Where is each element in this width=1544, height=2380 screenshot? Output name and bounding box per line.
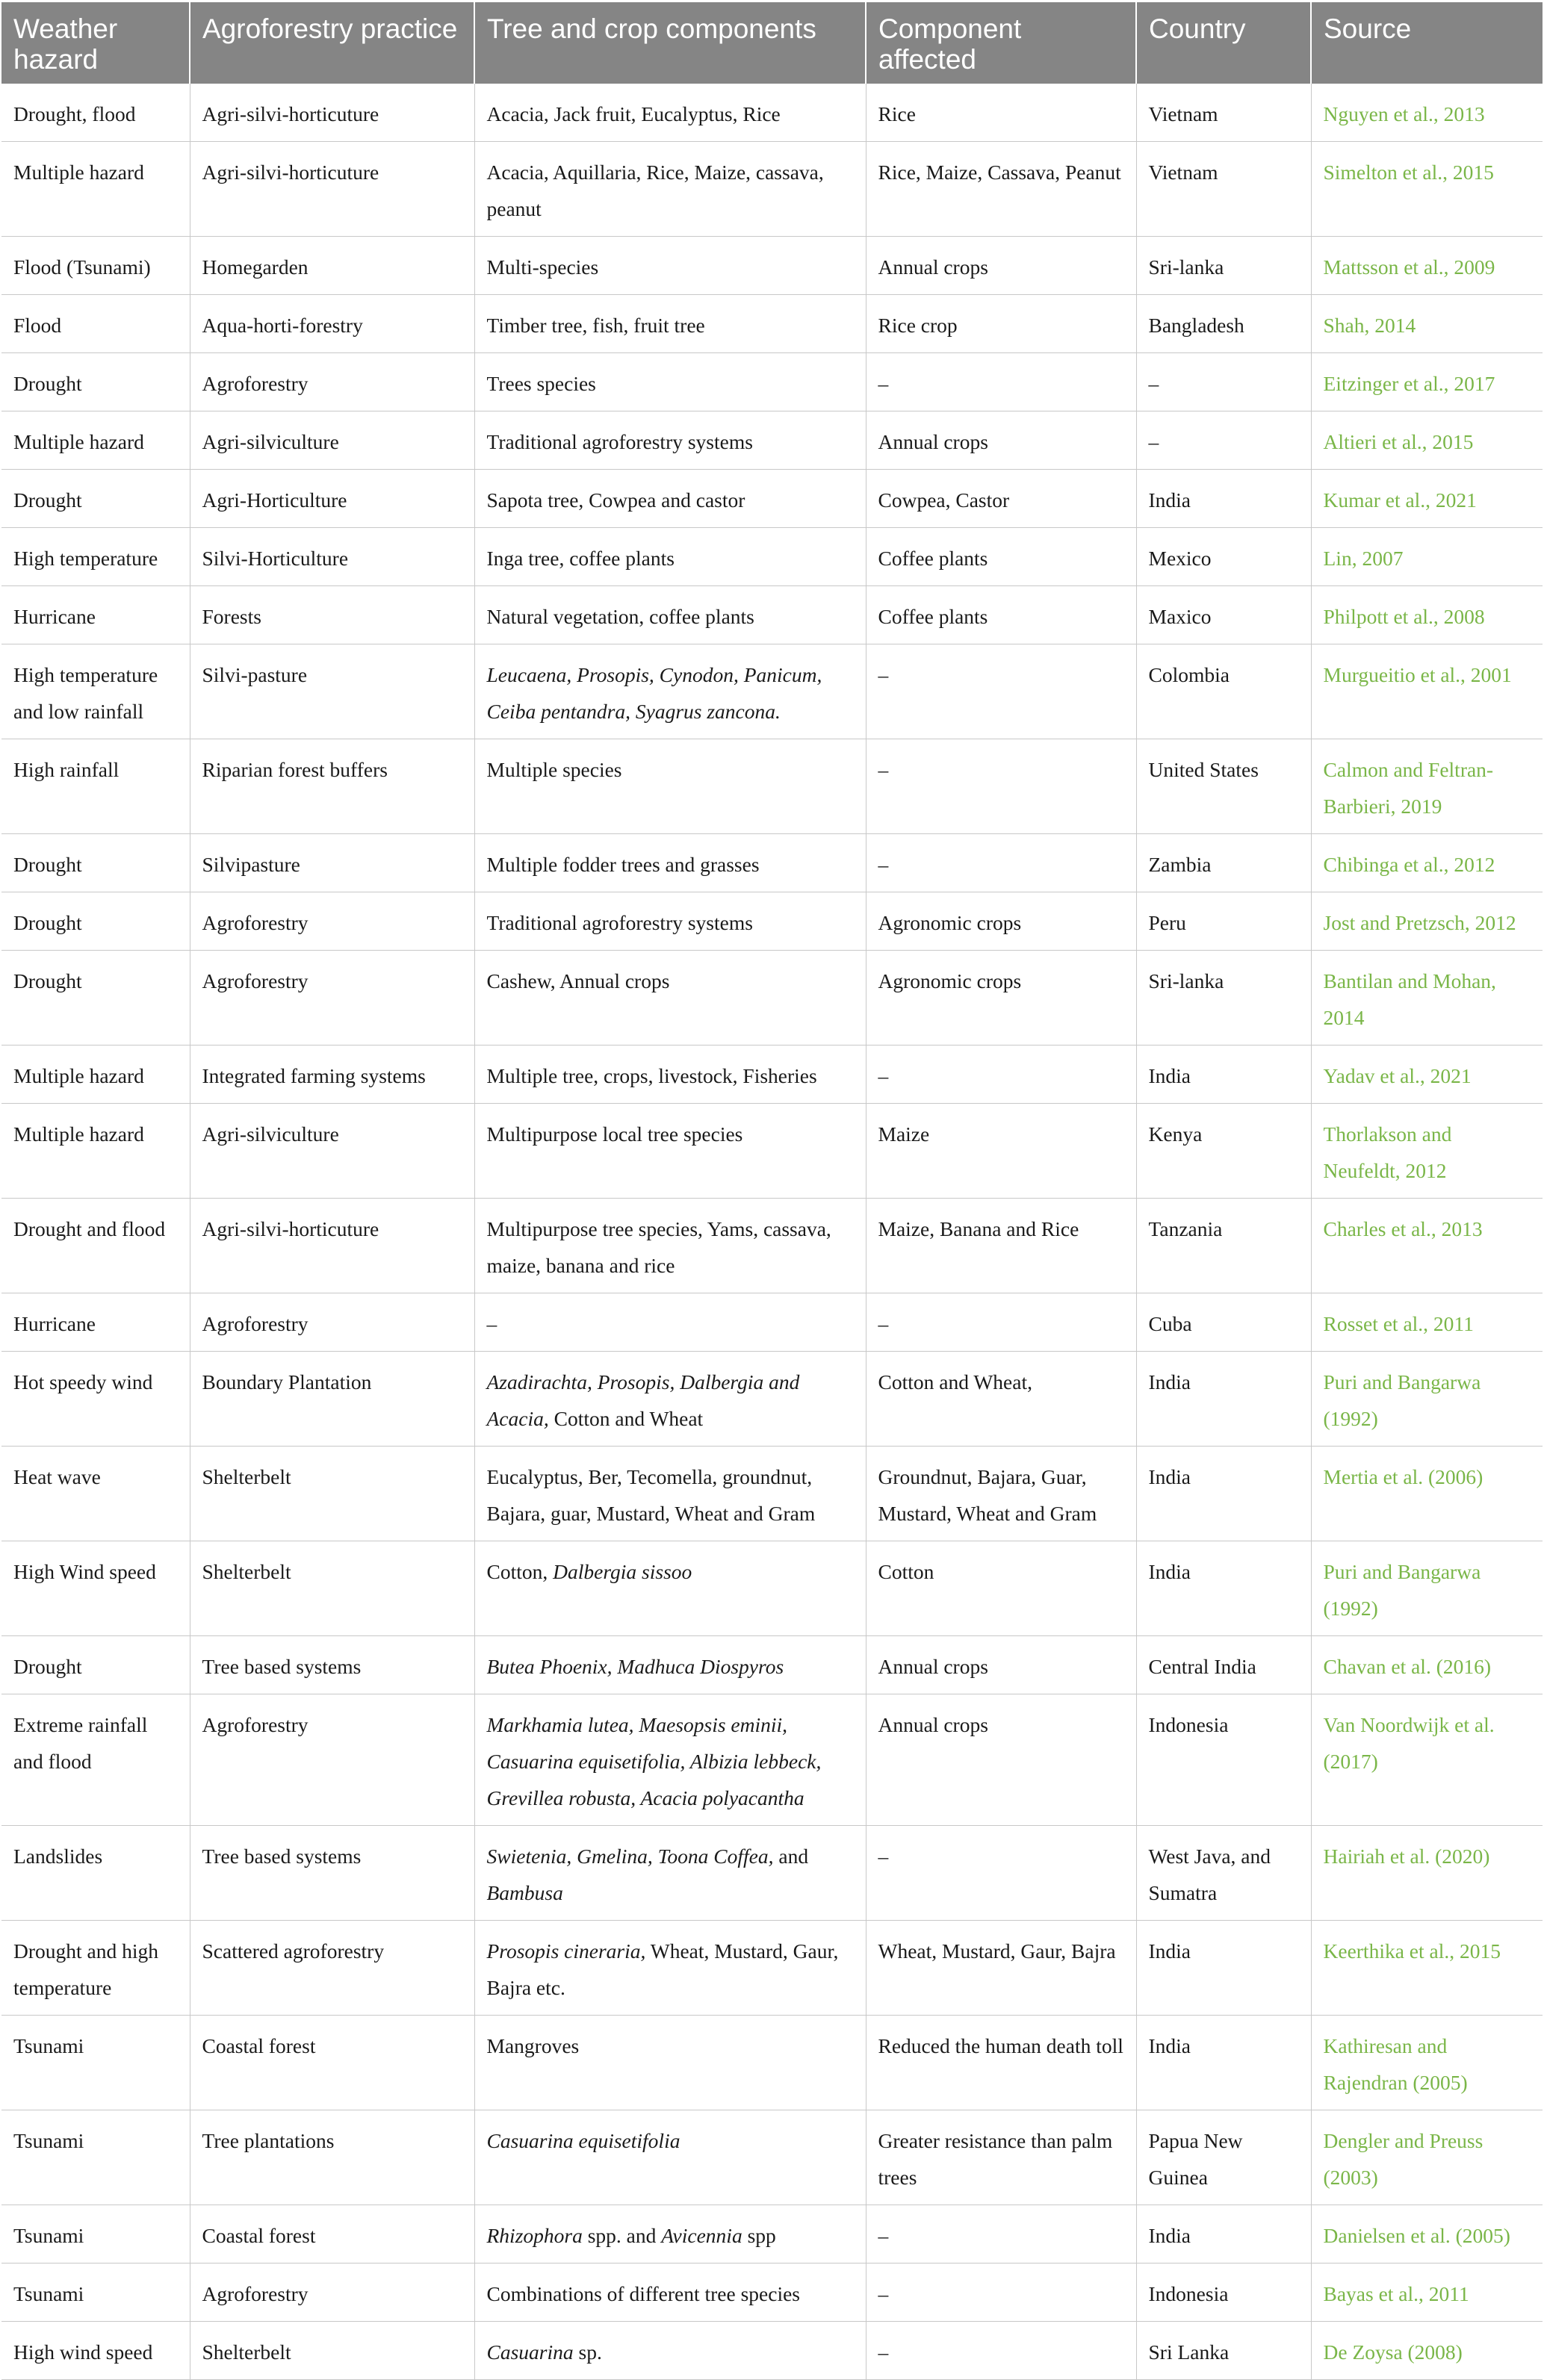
table-row — [1, 892, 1543, 951]
cell-affected: Annual crops — [866, 411, 1136, 470]
table-row — [1, 1104, 1543, 1199]
table-row — [1, 1447, 1543, 1541]
table-row — [1, 1694, 1543, 1826]
table-row — [1, 411, 1543, 470]
cell-country: Papua New Guinea — [1136, 2110, 1311, 2205]
source-link[interactable]: Thorlakson and Neufeldt, 2012 — [1311, 1104, 1543, 1199]
species-italic: Casuarina — [486, 2340, 574, 2364]
table-row — [1, 295, 1543, 353]
cell-country: Kenya — [1136, 1104, 1311, 1199]
cell-country: Indonesia — [1136, 2264, 1311, 2322]
cell-affected: – — [866, 1293, 1136, 1352]
cell-hazard: Drought — [1, 470, 190, 528]
source-link[interactable]: Jost and Pretzsch, 2012 — [1311, 892, 1543, 951]
components-text: and — [773, 1845, 809, 1868]
cell-practice: Agroforestry — [190, 353, 474, 411]
cell-affected: Cowpea, Castor — [866, 470, 1136, 528]
cell-components: Multi-species — [474, 237, 866, 295]
cell-components: Traditional agroforestry systems — [474, 411, 866, 470]
components-text: Wheat, Mustard, Gaur, Bajra etc. — [486, 1939, 839, 1999]
cell-practice: Scattered agroforestry — [190, 1921, 474, 2016]
cell-components — [474, 2110, 866, 2205]
cell-practice: Agroforestry — [190, 2264, 474, 2322]
species-italic: Leucaena, Prosopis, Cynodon, Panicum, Ceiba pentandra, Syagrus zancona. — [486, 663, 822, 723]
cell-affected: Cotton and Wheat, — [866, 1352, 1136, 1447]
cell-components — [474, 1826, 866, 1921]
cell-practice: Agri-Horticulture — [190, 470, 474, 528]
table-row — [1, 1045, 1543, 1104]
cell-practice: Shelterbelt — [190, 2322, 474, 2380]
cell-hazard: Drought, flood — [1, 84, 190, 142]
source-link[interactable]: Charles et al., 2013 — [1311, 1199, 1543, 1293]
cell-affected: Maize — [866, 1104, 1136, 1199]
cell-components — [474, 2322, 866, 2380]
table-row — [1, 528, 1543, 586]
cell-components — [474, 1541, 866, 1636]
species-italic: Butea Phoenix, Madhuca Diospyros — [486, 1655, 784, 1678]
cell-affected: – — [866, 353, 1136, 411]
cell-hazard: Multiple hazard — [1, 411, 190, 470]
cell-affected: – — [866, 2205, 1136, 2264]
header-component-affected: Component affected — [866, 2, 1136, 84]
species-italic: Bambusa — [486, 1881, 563, 1904]
cell-practice: Riparian forest buffers — [190, 739, 474, 834]
cell-hazard: Multiple hazard — [1, 1045, 190, 1104]
cell-components: Timber tree, fish, fruit tree — [474, 295, 866, 353]
cell-hazard: High wind speed — [1, 2322, 190, 2380]
cell-hazard: Heat wave — [1, 1447, 190, 1541]
source-link[interactable]: Bayas et al., 2011 — [1311, 2264, 1543, 2322]
cell-country: – — [1136, 353, 1311, 411]
cell-components: Mangroves — [474, 2016, 866, 2110]
cell-components: Combinations of different tree species — [474, 2264, 866, 2322]
cell-components: Traditional agroforestry systems — [474, 892, 866, 951]
cell-country: India — [1136, 2205, 1311, 2264]
cell-hazard: Drought — [1, 834, 190, 892]
cell-country: Sri-lanka — [1136, 951, 1311, 1045]
cell-country: Indonesia — [1136, 1694, 1311, 1826]
source-link[interactable]: Eitzinger et al., 2017 — [1311, 353, 1543, 411]
cell-hazard: Tsunami — [1, 2264, 190, 2322]
cell-practice: Homegarden — [190, 237, 474, 295]
species-italic: Prosopis cineraria, — [486, 1939, 646, 1963]
source-link[interactable]: Lin, 2007 — [1311, 528, 1543, 586]
source-link[interactable]: Mertia et al. (2006) — [1311, 1447, 1543, 1541]
cell-practice: Integrated farming systems — [190, 1045, 474, 1104]
cell-hazard: Drought — [1, 951, 190, 1045]
source-link[interactable]: Van Noordwijk et al. (2017) — [1311, 1694, 1543, 1826]
cell-affected: Cotton — [866, 1541, 1136, 1636]
table-row — [1, 2205, 1543, 2264]
source-link[interactable]: Nguyen et al., 2013 — [1311, 84, 1543, 142]
cell-country: India — [1136, 1045, 1311, 1104]
cell-country: India — [1136, 470, 1311, 528]
cell-affected: – — [866, 2322, 1136, 2380]
cell-components — [474, 1352, 866, 1447]
cell-hazard: Extreme rainfall and flood — [1, 1694, 190, 1826]
source-link[interactable]: Kathiresan and Rajendran (2005) — [1311, 2016, 1543, 2110]
table-row — [1, 586, 1543, 644]
cell-components: Trees species — [474, 353, 866, 411]
cell-hazard: Flood — [1, 295, 190, 353]
cell-country: West Java, and Sumatra — [1136, 1826, 1311, 1921]
cell-country: Central India — [1136, 1636, 1311, 1694]
cell-country: – — [1136, 411, 1311, 470]
cell-practice: Coastal forest — [190, 2016, 474, 2110]
table-row — [1, 2016, 1543, 2110]
cell-affected: Greater resistance than palm trees — [866, 2110, 1136, 2205]
cell-affected: – — [866, 834, 1136, 892]
source-link[interactable]: Altieri et al., 2015 — [1311, 411, 1543, 470]
cell-practice: Coastal forest — [190, 2205, 474, 2264]
cell-components: Cashew, Annual crops — [474, 951, 866, 1045]
cell-affected: – — [866, 739, 1136, 834]
cell-affected: Coffee plants — [866, 528, 1136, 586]
cell-practice: Agri-silviculture — [190, 1104, 474, 1199]
cell-hazard: Tsunami — [1, 2016, 190, 2110]
table-row — [1, 1293, 1543, 1352]
components-text: Cotton, — [486, 1560, 554, 1583]
header-agroforestry-practice: Agroforestry practice — [190, 2, 474, 84]
table-row — [1, 951, 1543, 1045]
source-link[interactable]: Bantilan and Mohan, 2014 — [1311, 951, 1543, 1045]
cell-components: Eucalyptus, Ber, Tecomella, groundnut, Bajara, guar, Mustard, Wheat and Gram — [474, 1447, 866, 1541]
source-link[interactable]: Puri and Bangarwa (1992) — [1311, 1352, 1543, 1447]
cell-country: India — [1136, 1447, 1311, 1541]
cell-practice: Tree based systems — [190, 1636, 474, 1694]
source-link[interactable]: Rosset et al., 2011 — [1311, 1293, 1543, 1352]
cell-hazard: Multiple hazard — [1, 142, 190, 237]
cell-practice: Agri-silvi-horticuture — [190, 142, 474, 237]
cell-hazard: High Wind speed — [1, 1541, 190, 1636]
table-row — [1, 84, 1543, 142]
source-link[interactable]: Mattsson et al., 2009 — [1311, 237, 1543, 295]
cell-country: India — [1136, 1541, 1311, 1636]
cell-country: Colombia — [1136, 644, 1311, 739]
table-row — [1, 2110, 1543, 2205]
cell-components: Acacia, Jack fruit, Eucalyptus, Rice — [474, 84, 866, 142]
species-italic: Rhizophora — [486, 2224, 583, 2247]
cell-country: Peru — [1136, 892, 1311, 951]
components-text: sp. — [573, 2340, 602, 2364]
source-link[interactable]: Kumar et al., 2021 — [1311, 470, 1543, 528]
source-link[interactable]: Danielsen et al. (2005) — [1311, 2205, 1543, 2264]
cell-country: Vietnam — [1136, 84, 1311, 142]
cell-practice: Aqua-horti-forestry — [190, 295, 474, 353]
cell-hazard: Flood (Tsunami) — [1, 237, 190, 295]
table-row — [1, 237, 1543, 295]
cell-practice: Shelterbelt — [190, 1541, 474, 1636]
cell-practice: Silvipasture — [190, 834, 474, 892]
cell-affected: Agronomic crops — [866, 951, 1136, 1045]
cell-practice: Silvi-pasture — [190, 644, 474, 739]
header-weather-hazard: Weather hazard — [1, 2, 190, 84]
table-row — [1, 1921, 1543, 2016]
cell-hazard: Hot speedy wind — [1, 1352, 190, 1447]
cell-country: Vietnam — [1136, 142, 1311, 237]
cell-affected: Annual crops — [866, 237, 1136, 295]
cell-hazard: Drought and high temperature — [1, 1921, 190, 2016]
cell-affected: – — [866, 1045, 1136, 1104]
cell-affected: – — [866, 644, 1136, 739]
cell-affected: Annual crops — [866, 1694, 1136, 1826]
cell-hazard: High temperature — [1, 528, 190, 586]
cell-country: Maxico — [1136, 586, 1311, 644]
species-italic: Swietenia, Gmelina, Toona Coffea, — [486, 1845, 774, 1868]
cell-affected: – — [866, 1826, 1136, 1921]
cell-practice: Tree plantations — [190, 2110, 474, 2205]
header-country: Country — [1136, 2, 1311, 84]
cell-components: Multiple tree, crops, livestock, Fisheries — [474, 1045, 866, 1104]
cell-country: India — [1136, 1921, 1311, 2016]
table-row — [1, 644, 1543, 739]
source-link[interactable]: Keerthika et al., 2015 — [1311, 1921, 1543, 2016]
cell-components — [474, 1921, 866, 2016]
cell-components: Natural vegetation, coffee plants — [474, 586, 866, 644]
cell-hazard: Hurricane — [1, 1293, 190, 1352]
source-link[interactable]: De Zoysa (2008) — [1311, 2322, 1543, 2380]
table-row — [1, 739, 1543, 834]
cell-practice: Agroforestry — [190, 1293, 474, 1352]
table-row — [1, 1541, 1543, 1636]
cell-practice: Shelterbelt — [190, 1447, 474, 1541]
cell-affected: Wheat, Mustard, Gaur, Bajra — [866, 1921, 1136, 2016]
cell-practice: Agroforestry — [190, 951, 474, 1045]
cell-hazard: Drought — [1, 1636, 190, 1694]
cell-components — [474, 644, 866, 739]
cell-affected: Rice, Maize, Cassava, Peanut — [866, 142, 1136, 237]
cell-country: Zambia — [1136, 834, 1311, 892]
species-italic: Avicennia — [661, 2224, 742, 2247]
table-row — [1, 1636, 1543, 1694]
cell-components: Multipurpose tree species, Yams, cassava, maize, banana and rice — [474, 1199, 866, 1293]
cell-country: Sri-lanka — [1136, 237, 1311, 295]
source-link[interactable]: Dengler and Preuss (2003) — [1311, 2110, 1543, 2205]
cell-country: Tanzania — [1136, 1199, 1311, 1293]
header-source: Source — [1311, 2, 1543, 84]
cell-components — [474, 1694, 866, 1826]
cell-practice: Agroforestry — [190, 1694, 474, 1826]
cell-affected: – — [866, 2264, 1136, 2322]
cell-country: Cuba — [1136, 1293, 1311, 1352]
table-row — [1, 353, 1543, 411]
cell-practice: Boundary Plantation — [190, 1352, 474, 1447]
cell-country: Mexico — [1136, 528, 1311, 586]
source-link[interactable]: Simelton et al., 2015 — [1311, 142, 1543, 237]
cell-affected: Groundnut, Bajara, Guar, Mustard, Wheat and Gram — [866, 1447, 1136, 1541]
table-header-row — [1, 2, 1543, 84]
cell-components: Multiple species — [474, 739, 866, 834]
cell-hazard: Landslides — [1, 1826, 190, 1921]
header-tree-crop-components: Tree and crop components — [474, 2, 866, 84]
cell-practice: Forests — [190, 586, 474, 644]
table-row — [1, 470, 1543, 528]
cell-practice: Agroforestry — [190, 892, 474, 951]
cell-affected: Agronomic crops — [866, 892, 1136, 951]
cell-country: Bangladesh — [1136, 295, 1311, 353]
cell-practice: Agri-silvi-horticuture — [190, 1199, 474, 1293]
source-link[interactable]: Yadav et al., 2021 — [1311, 1045, 1543, 1104]
cell-practice: Agri-silvi-horticuture — [190, 84, 474, 142]
source-link[interactable]: Shah, 2014 — [1311, 295, 1543, 353]
components-text: Cotton and Wheat — [548, 1407, 704, 1430]
cell-country: Sri Lanka — [1136, 2322, 1311, 2380]
cell-practice: Silvi-Horticulture — [190, 528, 474, 586]
species-italic: Markhamia lutea, Maesopsis eminii, Casuarina equisetifolia, Albizia lebbeck, Grevillea robusta, Acacia polyacantha — [486, 1713, 822, 1809]
cell-hazard: Multiple hazard — [1, 1104, 190, 1199]
table-row — [1, 2264, 1543, 2322]
table-row — [1, 834, 1543, 892]
source-link[interactable]: Calmon and Feltran-Barbieri, 2019 — [1311, 739, 1543, 834]
cell-components: Multiple fodder trees and grasses — [474, 834, 866, 892]
cell-country: India — [1136, 1352, 1311, 1447]
cell-hazard: Tsunami — [1, 2205, 190, 2264]
table-row — [1, 1199, 1543, 1293]
cell-country: United States — [1136, 739, 1311, 834]
cell-affected: Annual crops — [866, 1636, 1136, 1694]
source-link[interactable]: Philpott et al., 2008 — [1311, 586, 1543, 644]
source-link[interactable]: Chibinga et al., 2012 — [1311, 834, 1543, 892]
cell-components: – — [474, 1293, 866, 1352]
cell-components — [474, 1636, 866, 1694]
cell-components — [474, 2205, 866, 2264]
cell-hazard: High temperature and low rainfall — [1, 644, 190, 739]
cell-country: India — [1136, 2016, 1311, 2110]
source-link[interactable]: Chavan et al. (2016) — [1311, 1636, 1543, 1694]
cell-hazard: High rainfall — [1, 739, 190, 834]
table-row — [1, 142, 1543, 237]
cell-components: Multipurpose local tree species — [474, 1104, 866, 1199]
cell-practice: Agri-silviculture — [190, 411, 474, 470]
cell-components: Acacia, Aquillaria, Rice, Maize, cassava, peanut — [474, 142, 866, 237]
cell-hazard: Hurricane — [1, 586, 190, 644]
cell-affected: Reduced the human death toll — [866, 2016, 1136, 2110]
table-container — [1, 2, 1543, 2380]
source-link[interactable]: Murgueitio et al., 2001 — [1311, 644, 1543, 739]
source-link[interactable]: Hairiah et al. (2020) — [1311, 1826, 1543, 1921]
cell-hazard: Tsunami — [1, 2110, 190, 2205]
species-italic: Dalbergia sissoo — [553, 1560, 692, 1583]
components-text: spp — [742, 2224, 776, 2247]
cell-affected: Rice — [866, 84, 1136, 142]
source-link[interactable]: Puri and Bangarwa (1992) — [1311, 1541, 1543, 1636]
table-row — [1, 1826, 1543, 1921]
cell-affected: Coffee plants — [866, 586, 1136, 644]
cell-hazard: Drought — [1, 353, 190, 411]
table-row — [1, 1352, 1543, 1447]
cell-affected: Rice crop — [866, 295, 1136, 353]
agroforestry-hazard-table — [1, 2, 1543, 2380]
cell-hazard: Drought and flood — [1, 1199, 190, 1293]
cell-components: Sapota tree, Cowpea and castor — [474, 470, 866, 528]
cell-hazard: Drought — [1, 892, 190, 951]
species-italic: Azadirachta, Prosopis, Dalbergia and Acacia, — [486, 1370, 800, 1430]
components-text: spp. and — [582, 2224, 662, 2247]
cell-practice: Tree based systems — [190, 1826, 474, 1921]
cell-affected: Maize, Banana and Rice — [866, 1199, 1136, 1293]
table-row — [1, 2322, 1543, 2380]
species-italic: Casuarina equisetifolia — [486, 2129, 680, 2152]
cell-components: Inga tree, coffee plants — [474, 528, 866, 586]
